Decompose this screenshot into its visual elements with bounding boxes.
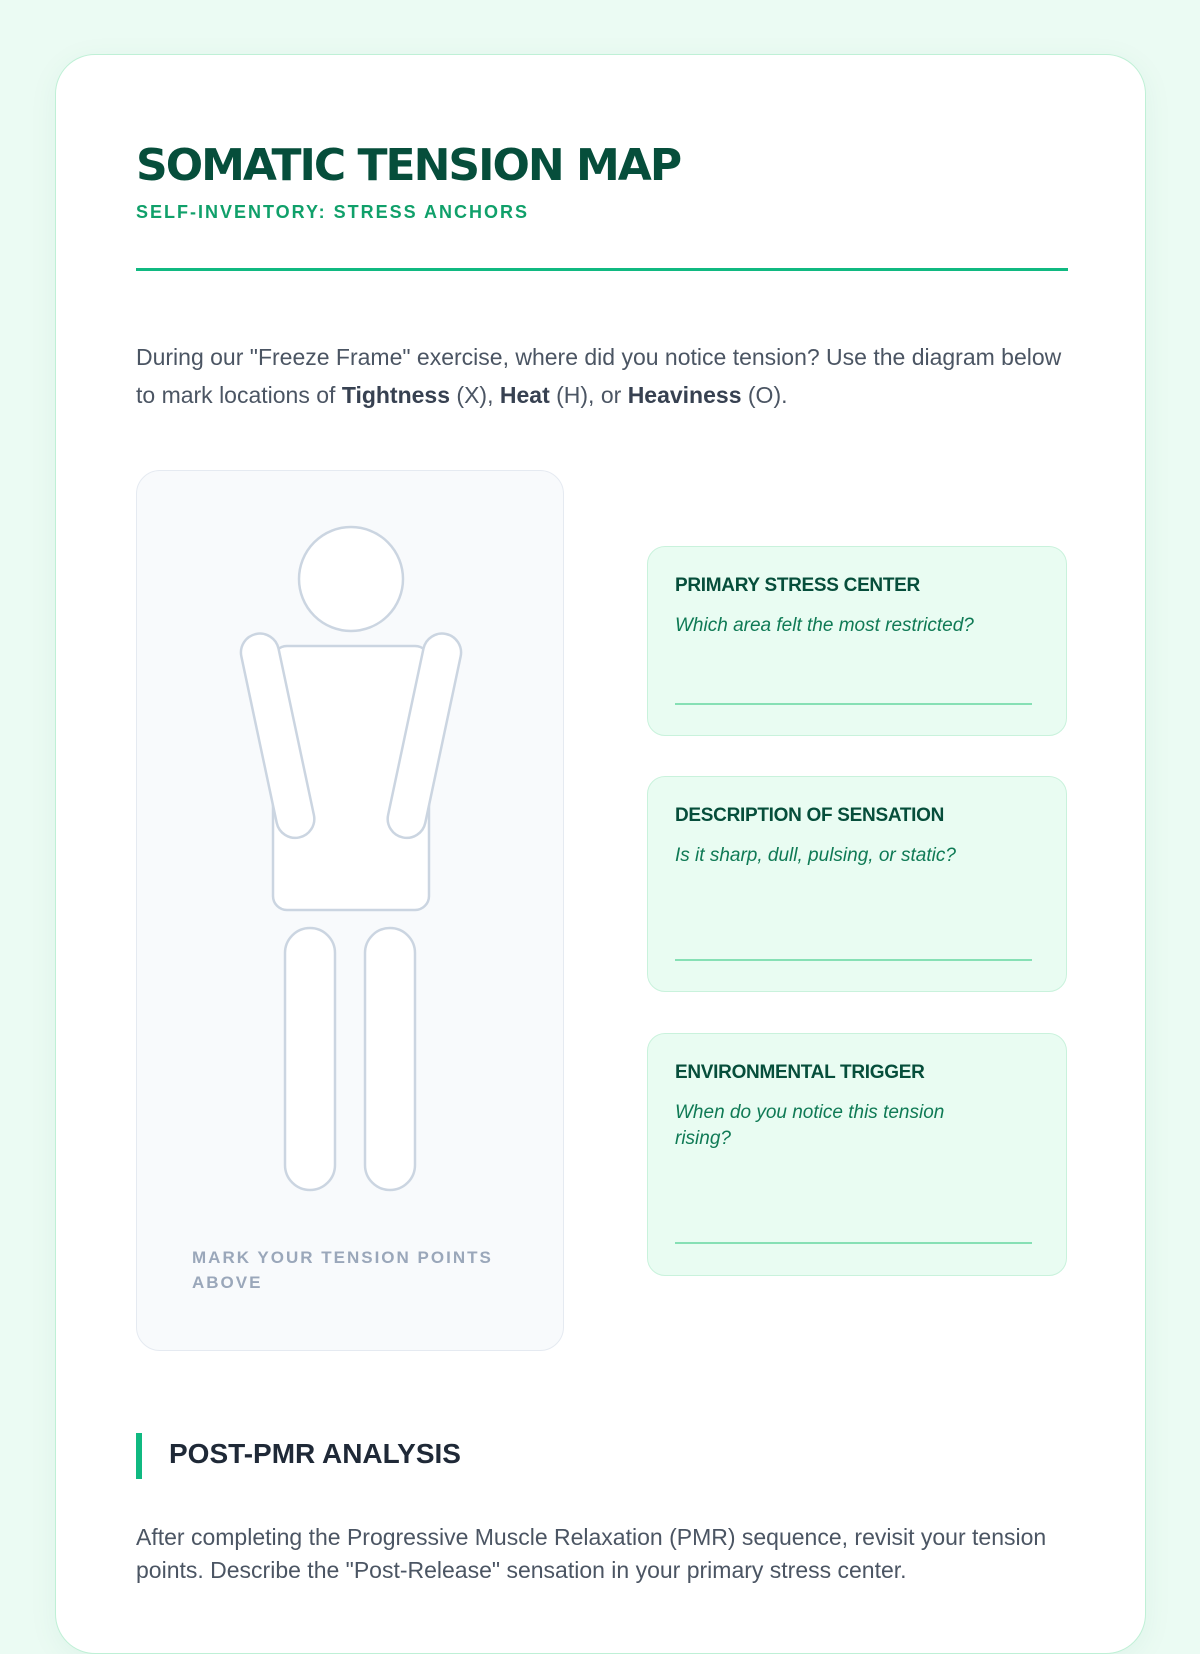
mark-x: (X), (450, 382, 500, 408)
prompt-card-description-of-sensation (647, 776, 1067, 992)
head-outline[interactable] (299, 527, 403, 631)
term-heaviness: Heaviness (627, 382, 742, 408)
header-divider (136, 268, 1068, 271)
body-diagram-panel[interactable] (136, 470, 564, 1351)
intro-text: During our "Freeze Frame" exercise, where did you notice tension? Use the diagram below to mark locations of (136, 344, 1062, 408)
prompt-card-environmental-trigger (647, 1033, 1067, 1276)
prompt-title: PRIMARY STRESS CENTER (675, 575, 920, 596)
prompt-question: Is it sharp, dull, pulsing, or static? (675, 845, 956, 866)
diagram-caption: MARK YOUR TENSION POINTS ABOVE (192, 1248, 493, 1292)
term-heat: Heat (499, 382, 550, 408)
answer-line[interactable] (675, 703, 1032, 705)
left-leg-outline[interactable] (285, 928, 335, 1190)
mark-o: (O). (741, 382, 788, 408)
page-subtitle: SELF-INVENTORY: STRESS ANCHORS (136, 202, 530, 222)
prompt-title: ENVIRONMENTAL TRIGGER (675, 1062, 925, 1083)
term-tightness: Tightness (341, 382, 451, 408)
page-title: SOMATIC TENSION MAP (136, 140, 681, 191)
prompt-question: When do you notice this tension rising? (675, 1102, 945, 1149)
right-leg-outline[interactable] (365, 928, 415, 1190)
intro-paragraph (136, 338, 1076, 414)
body-outline-diagram[interactable] (137, 471, 565, 1352)
answer-line[interactable] (675, 959, 1032, 961)
section-accent-bar (136, 1433, 142, 1479)
section-text: After completing the Progressive Muscle Relaxation (PMR) sequence, revisit your tension points. Describe the "Post-Release" sensation in your primary stress center. (136, 1524, 1047, 1583)
worksheet-card (55, 54, 1146, 1654)
prompt-question: Which area felt the most restricted? (675, 615, 974, 636)
section-title: POST-PMR ANALYSIS (169, 1438, 461, 1469)
mark-h: (H), or (549, 382, 628, 408)
answer-line[interactable] (675, 1242, 1032, 1244)
prompt-card-primary-stress-center (647, 546, 1067, 736)
prompt-title: DESCRIPTION OF SENSATION (675, 805, 945, 826)
